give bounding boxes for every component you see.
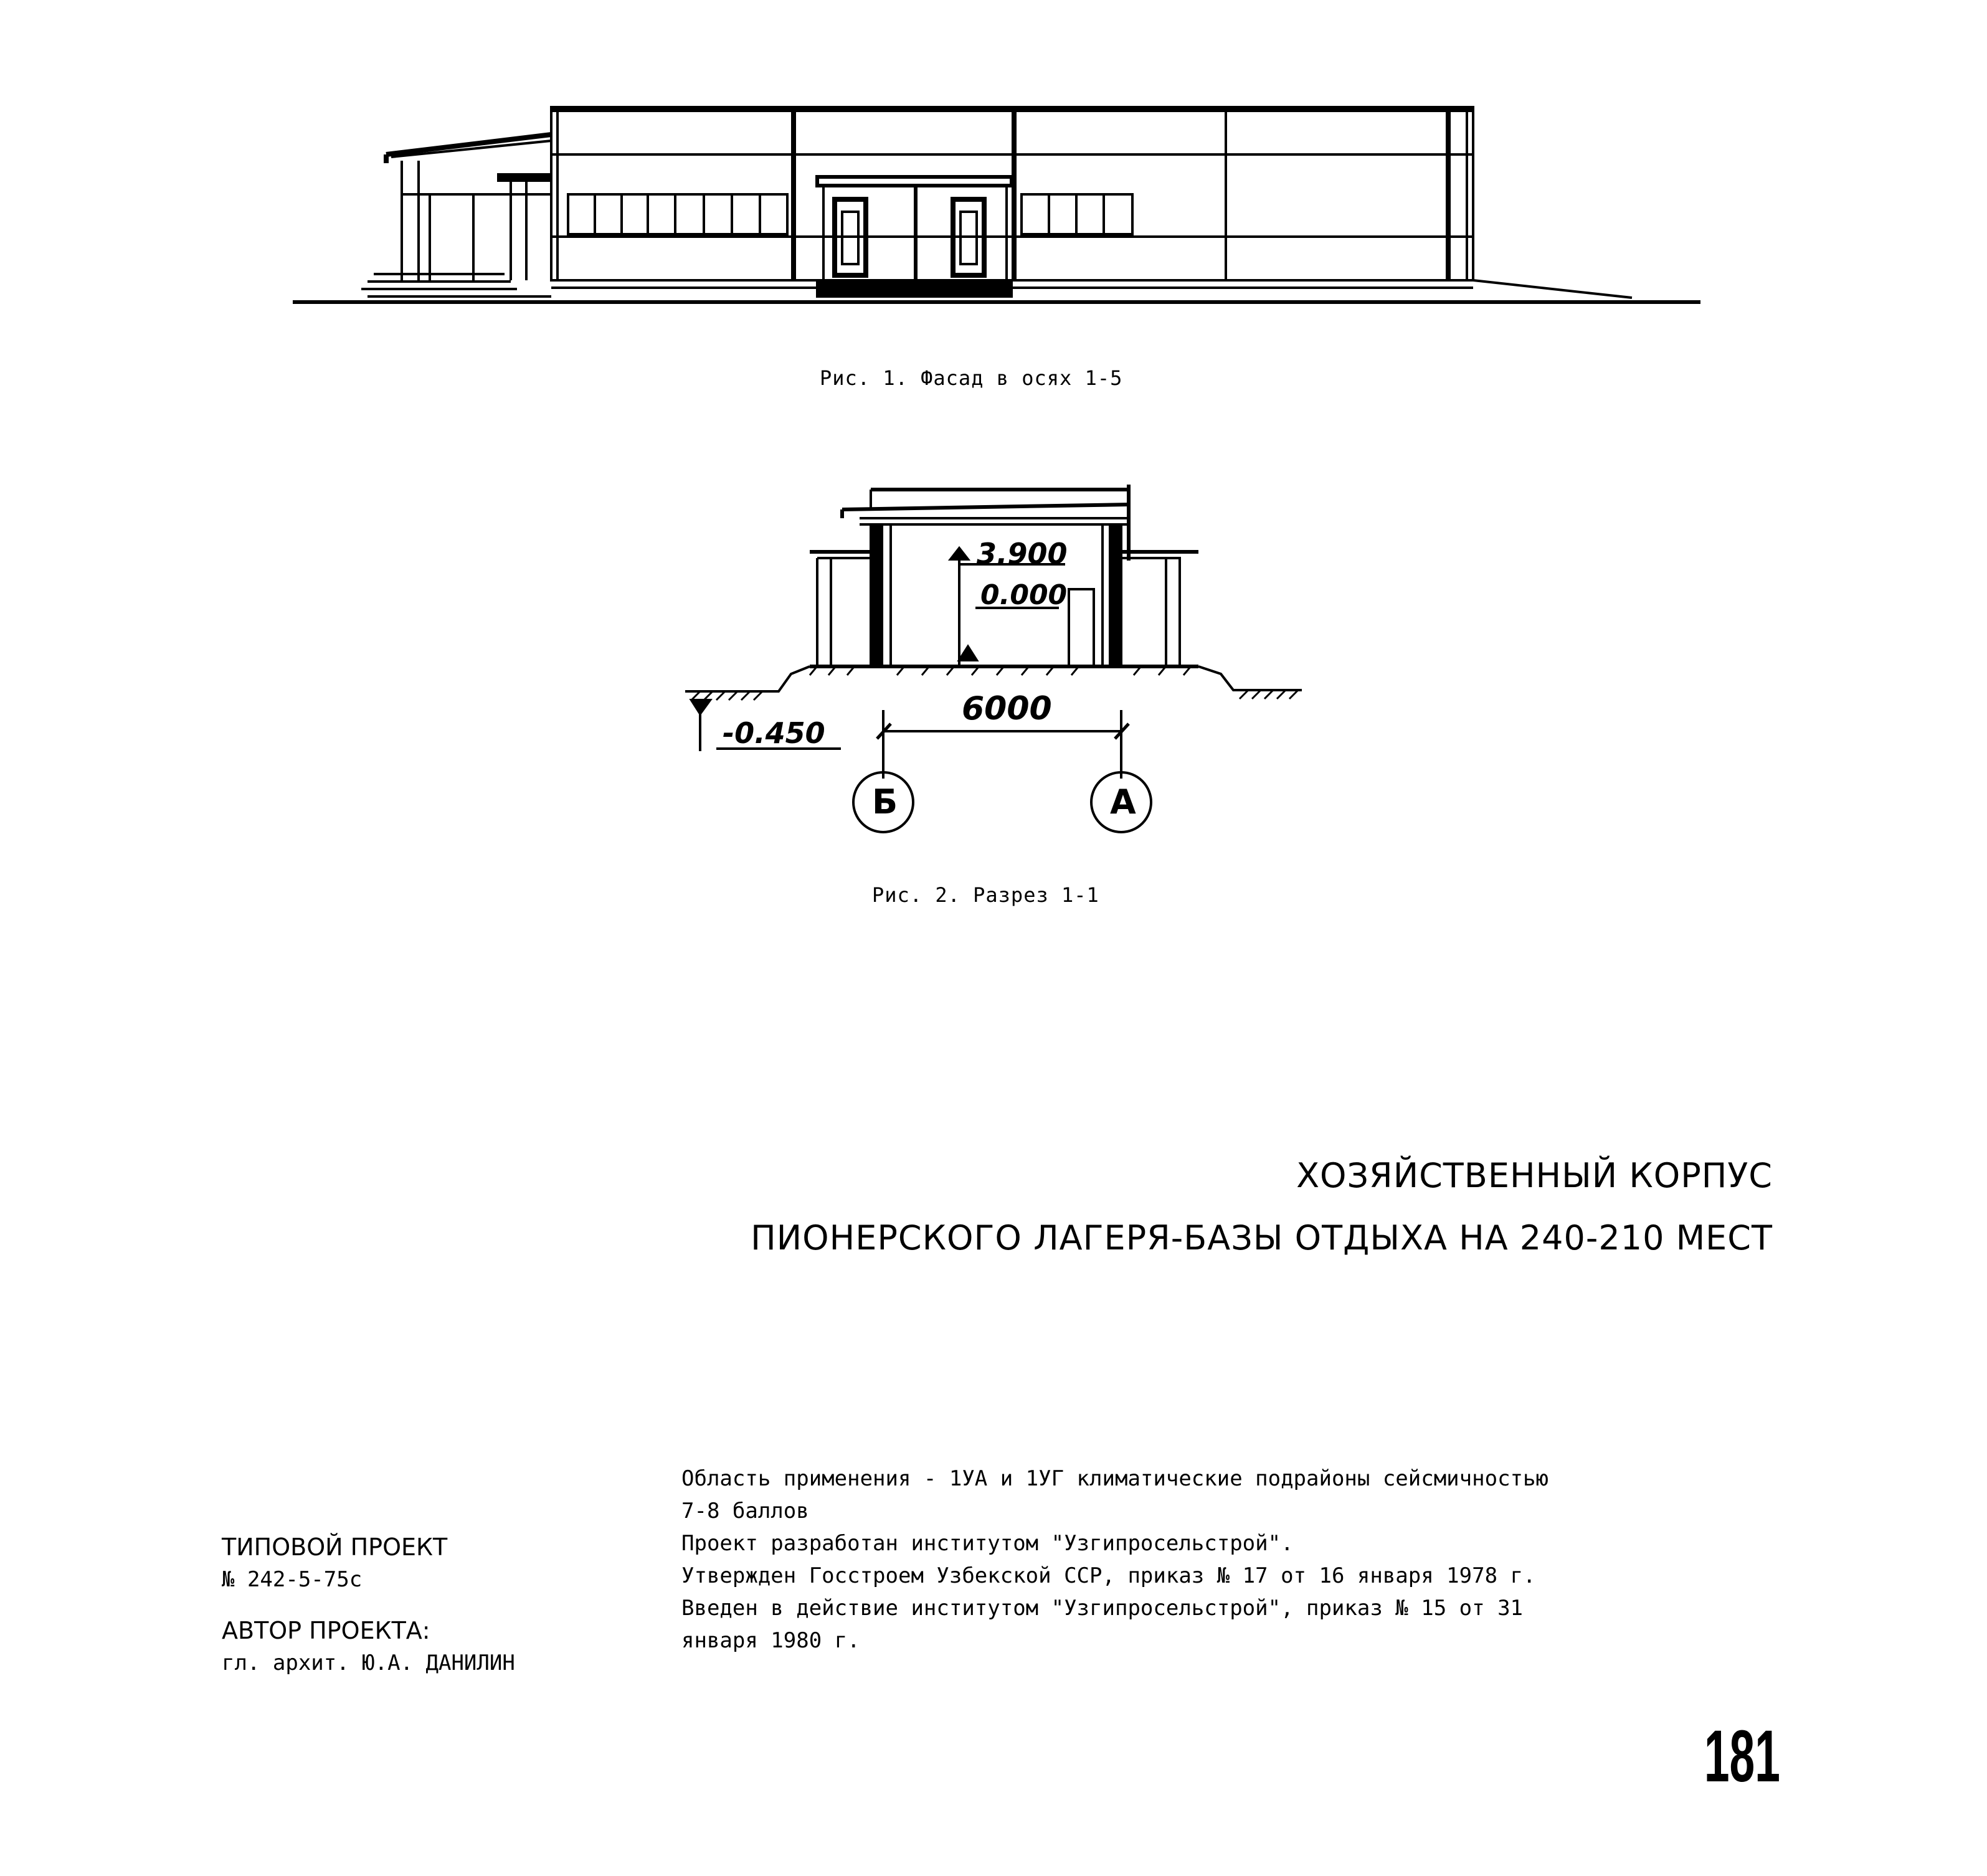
axis-label-b: Б [872, 782, 898, 822]
figure2-caption: Рис. 2. Разрез 1-1 [872, 883, 1099, 907]
level-floor: 0.000 [980, 579, 1068, 611]
span-dimension: 6000 [962, 690, 1052, 727]
project-type-label: ТИПОВОЙ ПРОЕКТ [222, 1533, 448, 1561]
info-developer: Проект разработан институтом "Узгипросельстрой". [681, 1531, 1294, 1556]
level-ground: -0.450 [723, 716, 825, 750]
project-info [681, 1462, 1572, 1657]
info-application: Область применения - 1УА и 1УГ климатические подрайоны сейсмичностью 7-8 баллов [681, 1466, 1548, 1523]
figure1-caption: Рис. 1. Фасад в осях 1-5 [820, 366, 1123, 390]
title-line-1: ХОЗЯЙСТВЕННЫЙ КОРПУС [1296, 1156, 1773, 1195]
project-number: № 242-5-75с [222, 1567, 363, 1592]
axis-label-a: А [1110, 782, 1136, 822]
author-name: гл. архит. Ю.А. ДАНИЛИН [222, 1651, 515, 1675]
author-label: АВТОР ПРОЕКТА: [222, 1617, 430, 1644]
level-top: 3.900 [977, 537, 1068, 571]
info-enacted: Введен в действие институтом "Узгипросельстрой", приказ № 15 от 31 января 1980 г. [681, 1596, 1524, 1653]
title-line-2: ПИОНЕРСКОГО ЛАГЕРЯ-БАЗЫ ОТДЫХА НА 240-210 МЕСТ [751, 1218, 1773, 1258]
section-drawing [0, 0, 1987, 872]
page-number: 181 [1704, 1715, 1780, 1798]
project-meta [222, 1531, 515, 1679]
info-approved: Утвержден Госстроем Узбекской ССР, приказ № 17 от 16 января 1978 г. [681, 1563, 1536, 1588]
